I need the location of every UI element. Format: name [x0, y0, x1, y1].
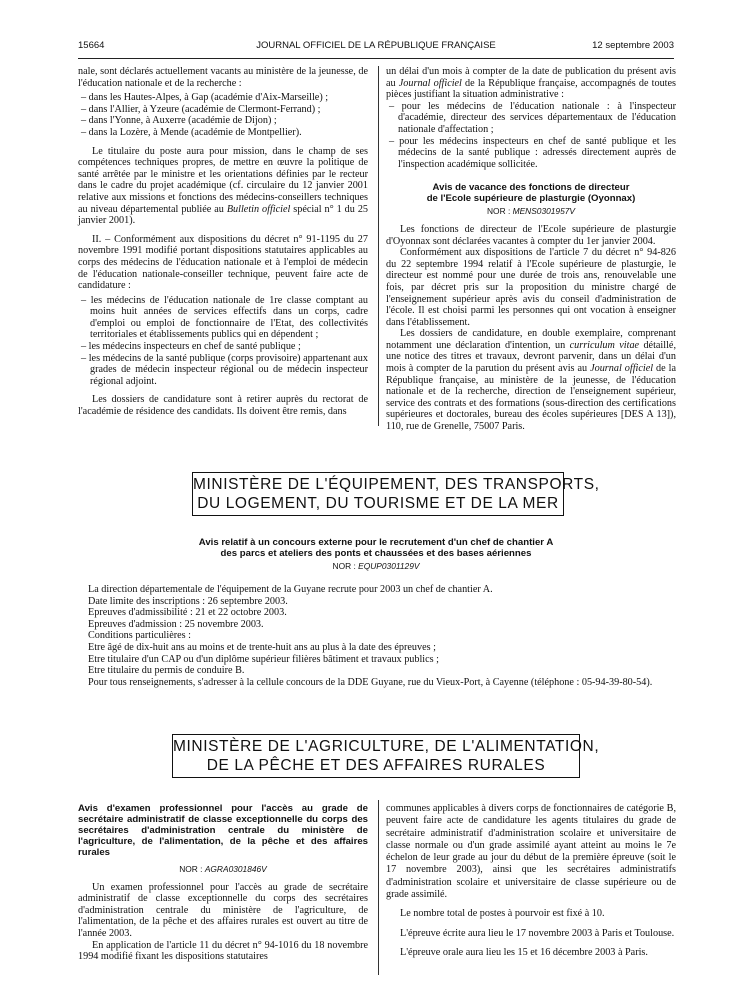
page-header	[78, 40, 674, 56]
list-item: – pour les médecins inspecteurs en chef de santé publique et les médecins de la santé publique : adressés directement auprès de l'inspection académique sollicitée.	[389, 135, 676, 170]
text-line: Etre titulaire du permis de conduire B.	[88, 665, 245, 677]
top-right-column	[386, 66, 676, 433]
column-divider-top	[378, 66, 379, 426]
top-left-column	[78, 66, 368, 418]
journal-title: JOURNAL OFFICIEL DE LA RÉPUBLIQUE FRANÇAISE	[256, 40, 496, 51]
text-line: Etre âgé de dix-huit ans au moins et de trente-huit ans au plus à la date des épreuves ;	[88, 641, 436, 653]
text-line: La direction départementale de l'équipement de la Guyane recrute pour 2003 un chef de chantier A.	[88, 584, 493, 595]
ministry-name: MINISTÈRE DE L'AGRICULTURE, DE L'ALIMENTATION,	[173, 738, 600, 755]
text-line: Etre titulaire d'un CAP ou d'un diplôme supérieur filières bâtiment et travaux publics ;	[88, 653, 440, 665]
list-item: – dans l'Allier, à Yzeure (académie de Clermont-Ferrand) ;	[81, 103, 321, 115]
column-divider-bottom	[378, 800, 379, 975]
list-item: – dans la Lozère, à Mende (académie de Montpellier).	[81, 126, 302, 138]
nor-reference: NOR : EQUP0301129V	[332, 561, 420, 571]
avis-title: de l'Ecole supérieure de plasturgie (Oyonnax)	[426, 193, 636, 205]
avis-heading	[78, 537, 674, 571]
avis-title: Avis relatif à un concours externe pour le recrutement d'un chef de chantier A	[198, 537, 554, 548]
paragraph: En application de l'article 11 du décret n° 94-1016 du 18 novembre 1994 modifié fixant les dispositions statutaires	[78, 939, 368, 963]
nor-reference: NOR : MENS0301957V	[487, 206, 575, 217]
ministry-heading-box	[172, 734, 600, 778]
text-line: Conditions particulières :	[88, 630, 191, 642]
paragraph: Le nombre total de postes à pourvoir est fixé à 10.	[400, 908, 605, 920]
paragraph: Les dossiers de candidature, en double exemplaire, comprenant notamment une déclaration d'intention, un curriculum vitae détaillé, une notice des titres et travaux, devront parvenir, dans un délai d'un mois à compter de la parution du présent avis au Journal officiel de la République française, au ministère de la jeunesse, de l'éducation nationale et de la recherche, direction de l'enseignement supérieur, service des contrats et des formations (sous-direction des certifications supérieures et doctorales, bureau des écoles supérieures [DES A 13]), 110, rue de Grenelle, 75007 Paris.	[386, 328, 676, 433]
paragraph: Les fonctions de directeur de l'Ecole supérieure de plasturgie d'Oyonnax sont déclarées vacantes à compter du 1er janvier 2004.	[386, 223, 676, 247]
paragraph: L'épreuve écrite aura lieu le 17 novembre 2003 à Paris et Toulouse.	[400, 927, 675, 939]
paragraph: Le titulaire du poste aura pour mission, dans le champ de ses compétences techniques propres, de mettre en œuvre la politique de santé arrêtée par le ministre et les orientations définies par le recteur dans le cadre du projet académique (cf. circulaire du 12 janvier 2001 relative aux missions et fonctions des médecins-conseillers techniques au niveau départemental publiée au Bulletin officiel spécial n° 1 du 25 janvier 2001).	[78, 145, 369, 227]
header-rule	[78, 58, 674, 59]
ministry-name: DE LA PÊCHE ET DES AFFAIRES RURALES	[206, 757, 546, 774]
list-item: – les médecins de l'éducation nationale de 1re classe comptant au moins huit années de services effectifs dans un corps, cadre d'emploi ou emploi de fonctionnaire de l'Etat, des collectivités territoriales et établissements publics qui en dépendent ;	[81, 294, 368, 341]
bottom-right-column	[386, 803, 676, 959]
text-line: Epreuves d'admission : 25 novembre 2003.	[88, 618, 264, 630]
list-item: – dans l'Yonne, à Auxerre (académie de Dijon) ;	[81, 115, 277, 127]
ministry-heading-box	[192, 472, 600, 516]
list-item: – pour les médecins de l'éducation nationale : à l'inspecteur d'académie, directeur des services départementaux de l'éducation nationale d'affectation ;	[389, 100, 676, 135]
paragraph: L'épreuve orale aura lieu les 15 et 16 décembre 2003 à Paris.	[400, 946, 648, 958]
text-line: Pour tous renseignements, s'adresser à la cellule concours de la DDE Guyane, rue du Vieux-Port, à Cayenne (téléphone : 05-94-39-80-54).	[88, 676, 653, 688]
ministry-name: DU LOGEMENT, DU TOURISME ET DE LA MER	[197, 495, 559, 512]
page-number: 15664	[78, 40, 105, 51]
paragraph: Conformément aux dispositions de l'article 7 du décret n° 94-826 du 22 septembre 1994 relatif à l'Ecole supérieure de plasturgie, le directeur est nommé pour une durée de trois ans, renouvelable une fois, par décret pris sur la proposition du ministre chargé de l'enseignement supérieur après avis du conseil d'administration de l'école. Il est choisi parmi les personnes qui ont vocation à enseigner dans l'établissement.	[386, 247, 676, 328]
paragraph: Un examen professionnel pour l'accès au grade de secrétaire administratif de classe exceptionnelle du corps des secrétaires d'administration centrale du ministère de l'agriculture, de l'alimentation, de la pêche et des affaires rurales est ouvert au titre de l'année 2003.	[78, 881, 368, 939]
text-line: Epreuves d'admissibilité : 21 et 22 octobre 2003.	[88, 607, 287, 619]
avis-body	[88, 584, 678, 688]
issue-date: 12 septembre 2003	[592, 40, 674, 51]
ministry-name: MINISTÈRE DE L'ÉQUIPEMENT, DES TRANSPORTS,	[193, 476, 600, 493]
list-item: – dans les Hautes-Alpes, à Gap (académie d'Aix-Marseille) ;	[81, 92, 329, 104]
avis-heading	[386, 182, 676, 218]
nor-reference: NOR : AGRA0301846V	[179, 864, 267, 874]
bottom-left-column	[78, 803, 368, 963]
paragraph: Les dossiers de candidature sont à retirer auprès du rectorat de l'académie de résidence des candidats. Ils doivent être remis, dans	[78, 394, 368, 418]
avis-title: Avis de vacance des fonctions de directeur	[432, 182, 630, 194]
paragraph: communes applicables à divers corps de fonctionnaires de catégorie B, peuvent faire acte de candidature les agents titulaires du grade de secrétaire administratif d'administration scolaire et universitaire de classe normale ou d'un grade assimilé ayant atteint au moins le 7e échelon de leur grade au jour du début de la première épreuve (soit le 17 novembre 2003), ainsi que les secrétaires administratifs d'administration scolaire et universitaire de classe supérieure ou de grade assimilé.	[386, 803, 676, 901]
list-item: – les médecins inspecteurs en chef de santé publique ;	[81, 341, 301, 353]
avis-title: Avis d'examen professionnel pour l'accès au grade de secrétaire administratif de classe exceptionnelle du corps des secrétaires d'administration centrale du ministère de l'agriculture, de l'alimentation, de la pêche et des affaires rurales	[78, 803, 368, 858]
paragraph: un délai d'un mois à compter de la date de publication du présent avis au Journal officiel de la République française, accompagnés de toutes pièces justifiant la situation administrative :	[386, 66, 676, 101]
paragraph: nale, sont déclarés actuellement vacants au ministère de la jeunesse, de l'éducation nationale et de la recherche :	[78, 66, 368, 89]
list-item: – les médecins de la santé publique (corps provisoire) appartenant aux grades de médecin inspecteur régional ou de médecin inspecteur régional adjoint.	[81, 352, 368, 387]
text-line: Date limite des inscriptions : 26 septembre 2003.	[88, 595, 288, 607]
paragraph: II. – Conformément aux dispositions du décret n° 91-1195 du 27 novembre 1991 modifié portant dispositions statutaires applicables au corps des médecins de l'éducation nationale et à l'emploi de médecin de l'éducation nationale-conseiller technique, peuvent faire acte de candidature :	[78, 233, 368, 292]
avis-title: des parcs et ateliers des ponts et chaussées et des bases aériennes	[220, 548, 532, 559]
